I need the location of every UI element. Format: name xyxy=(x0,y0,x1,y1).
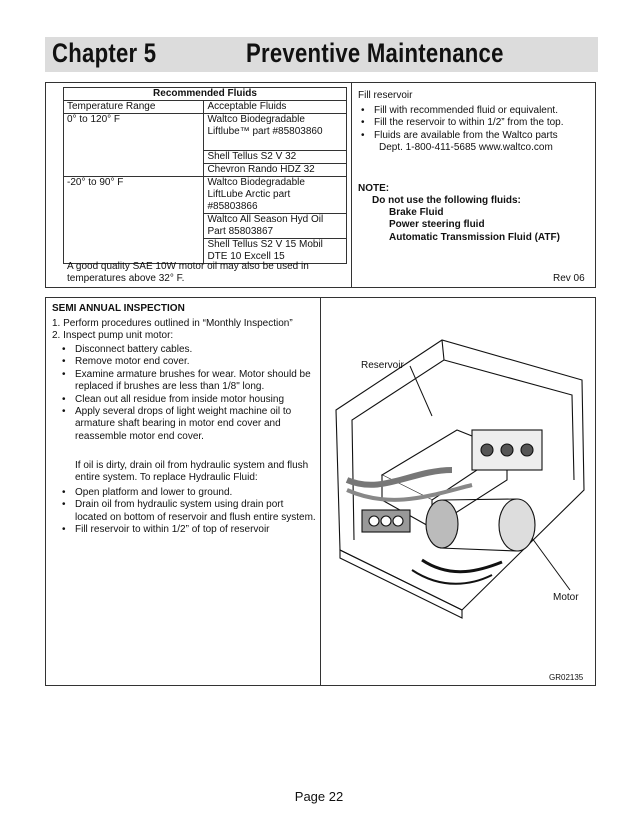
table-cell-range: 0° to 120° F xyxy=(64,114,204,177)
step-2: 2. Inspect pump unit motor: xyxy=(52,330,174,341)
list-item: • Examine armature brushes for wear. Motor should be replaced if brushes are less than 1/8" long. xyxy=(59,369,317,394)
table-cell-fluid: Waltco Biodegradable Liftlube™ part #85803860 xyxy=(204,114,347,151)
section-title: SEMI ANNUAL INSPECTION xyxy=(52,303,185,314)
motor-steps-list xyxy=(59,344,317,443)
list-item: • Fill with recommended fluid or equivalent. xyxy=(358,105,594,117)
list-item: • Clean out all residue from inside motor housing xyxy=(59,394,317,406)
fill-reservoir-title: Fill reservoir xyxy=(358,90,413,101)
list-item: • Open platform and lower to ground. xyxy=(59,487,317,499)
pump-unit-illustration xyxy=(322,300,594,684)
chapter-title: Preventive Maintenance xyxy=(246,38,504,68)
list-item: • Fill reservoir to within 1/2” of top of reservoir xyxy=(59,524,317,536)
table-cell-fluid: Waltco All Season Hyd Oil Part 85803867 xyxy=(204,214,347,239)
table-header-fluids: Acceptable Fluids xyxy=(204,101,347,114)
fluid-steps-list xyxy=(59,487,317,537)
reservoir-label: Reservoir xyxy=(361,360,404,371)
note-item: Power steering fluid xyxy=(389,219,485,230)
table-cell-fluid: Waltco Biodegradable LiftLube Arctic part #85803866 xyxy=(204,177,347,214)
table-cell-range: -20° to 90° F xyxy=(64,177,204,264)
parts-dept-contact: Dept. 1-800-411-5685 www.waltco.com xyxy=(379,142,553,153)
revision-label: Rev 06 xyxy=(553,273,585,284)
note-lead: Do not use the following fluids: xyxy=(372,195,521,206)
table-header-temp: Temperature Range xyxy=(64,101,204,114)
step-1: 1. Perform procedures outlined in “Monthly Inspection” xyxy=(52,318,293,329)
table-cell-fluid: Chevron Rando HDZ 32 xyxy=(204,164,347,177)
dirty-oil-note: If oil is dirty, drain oil from hydraulic system and flush entire system. To replace Hydraulic Fluid: xyxy=(75,460,309,484)
motor-label: Motor xyxy=(553,592,579,603)
figure-code: GR02135 xyxy=(549,673,584,682)
note-title: NOTE: xyxy=(358,183,390,194)
note-item: Brake Fluid xyxy=(389,207,444,218)
table-cell-fluid: Shell Tellus S2 V 15 Mobil DTE 10 Excell 15 xyxy=(204,239,347,264)
table-cell-fluid: Shell Tellus S2 V 32 xyxy=(204,151,347,164)
table-footnote: A good quality SAE 10W motor oil may also be used in temperatures above 32° F. xyxy=(67,261,309,285)
table-title: Recommended Fluids xyxy=(64,88,347,101)
list-item: • Disconnect battery cables. xyxy=(59,344,317,356)
chapter-number: Chapter 5 xyxy=(52,38,157,68)
list-item: • Fill the reservoir to within 1/2” from the top. xyxy=(358,117,594,129)
list-item: • Remove motor end cover. xyxy=(59,356,317,368)
list-item: • Apply several drops of light weight machine oil to armature shaft bearing in motor end cover and reassemble motor end cover. xyxy=(59,406,317,443)
list-item: • Drain oil from hydraulic system using drain port located on bottom of reservoir and flush entire system. xyxy=(59,499,317,524)
recommended-fluids-table xyxy=(63,87,347,264)
fill-bullets xyxy=(358,105,594,142)
note-item: Automatic Transmission Fluid (ATF) xyxy=(389,232,560,243)
list-item: • Fluids are available from the Waltco parts xyxy=(358,130,594,142)
page-number: Page 22 xyxy=(294,789,344,804)
